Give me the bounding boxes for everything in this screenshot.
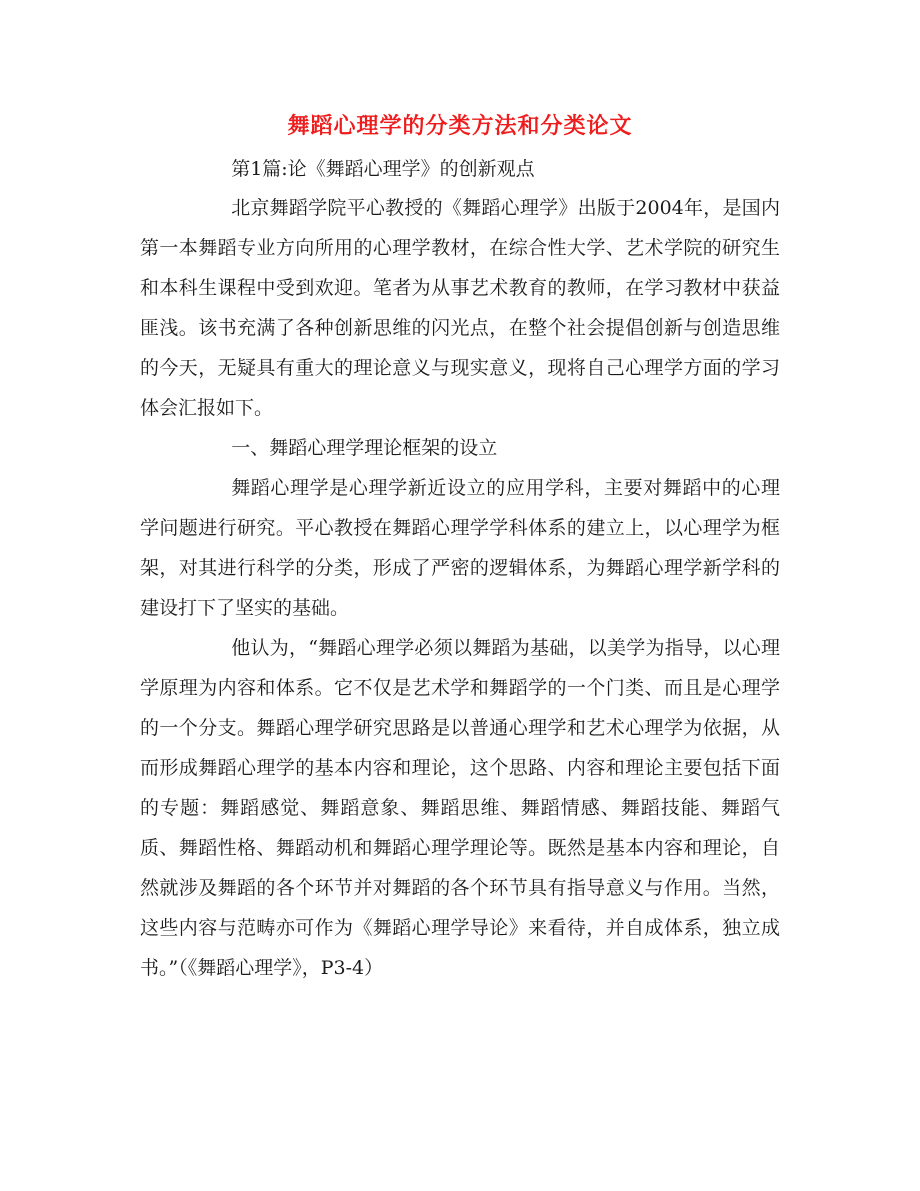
document-body [140, 150, 780, 988]
section-heading: 一、舞蹈心理学理论框架的设立 [231, 437, 498, 459]
chapter-heading: 第1篇:论《舞蹈心理学》的创新观点 [231, 158, 535, 180]
paragraph-framework: 舞蹈心理学是心理学新近设立的应用学科，主要对舞蹈中的心理学问题进行研究。平心教授在舞蹈心理学学科体系的建立上，以心理学为框架，对其进行科学的分类，形成了严密的逻辑体系，为舞蹈心理学新学科的建设打下了坚实的基础。 [140, 477, 780, 619]
paragraph-quote: 他认为，“舞蹈心理学必须以舞蹈为基础，以美学为指导，以心理学原理为内容和体系。它不仅是艺术学和舞蹈学的一个门类、而且是心理学的一个分支。舞蹈心理学研究思路是以普通心理学和艺术心理学为依据，从而形成舞蹈心理学的基本内容和理论，这个思路、内容和理论主要包括下面的专题：舞蹈感觉、舞蹈意象、舞蹈思维、舞蹈情感、舞蹈技能、舞蹈气质、舞蹈性格、舞蹈动机和舞蹈心理学理论等。既然是基本内容和理论，自然就涉及舞蹈的各个环节并对舞蹈的各个环节具有指导意义与作用。当然，这些内容与范畴亦可作为《舞蹈心理学导论》来看待，并自成体系，独立成书。”（《舞蹈心理学》，P3-4） [140, 637, 780, 979]
document-title: 舞蹈心理学的分类方法和分类论文 [287, 113, 633, 139]
paragraph-intro: 北京舞蹈学院平心教授的《舞蹈心理学》出版于2004年，是国内第一本舞蹈专业方向所用的心理学教材，在综合性大学、艺术学院的研究生和本科生课程中受到欢迎。笔者为从事艺术教育的教师，在学习教材中获益匪浅。该书充满了各种创新思维的闪光点，在整个社会提倡创新与创造思维的今天，无疑具有重大的理论意义与现实意义，现将自己心理学方面的学习体会汇报如下。 [140, 197, 780, 419]
